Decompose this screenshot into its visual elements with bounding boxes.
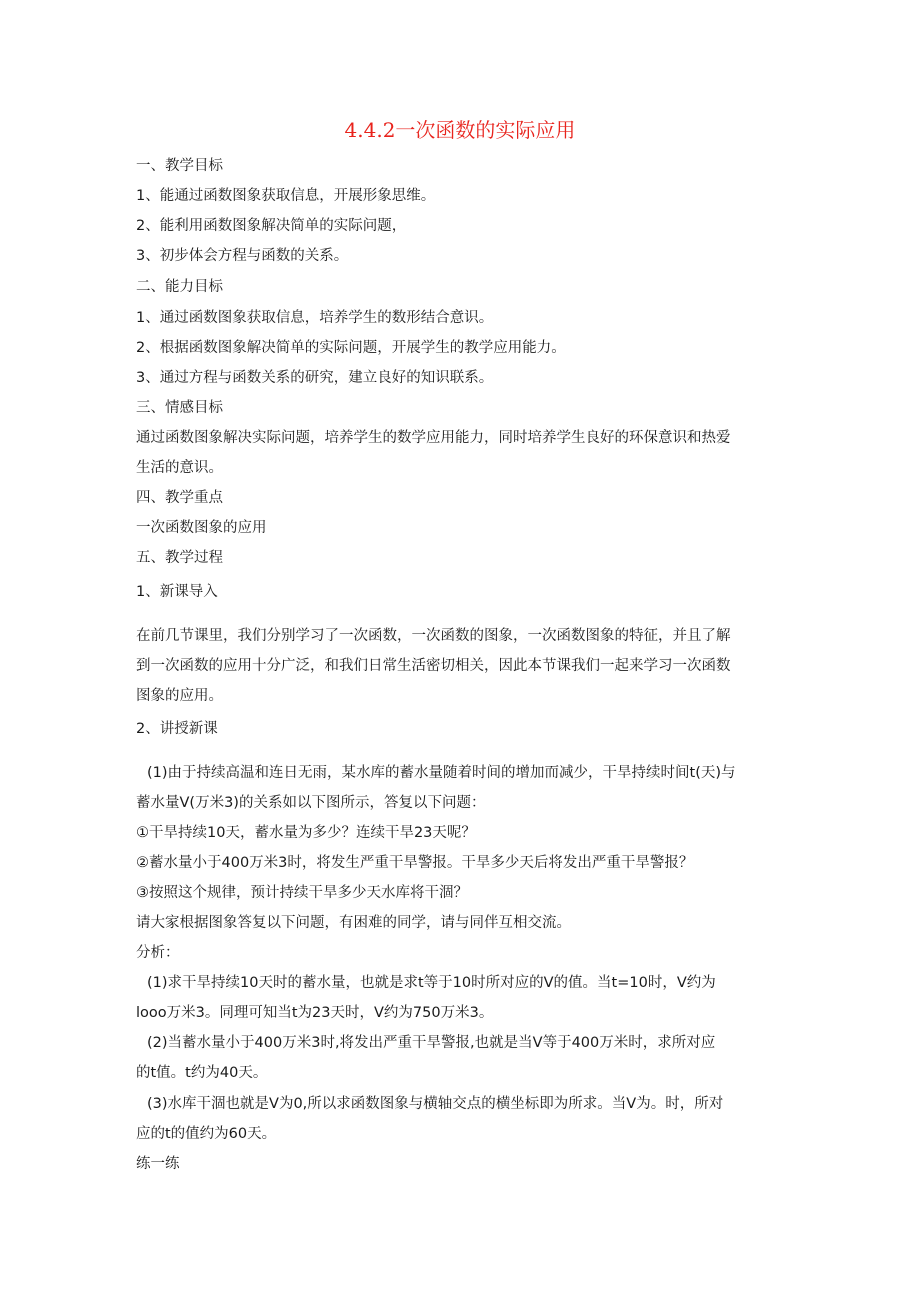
text-line: 3、初步体会方程与函数的关系。 [136,248,349,264]
section-heading-ability-goals: 二、能力目标 [136,279,223,295]
text-line: looo万米3。同理可知当t为23天时，V约为750万米3。 [136,1005,494,1021]
text-line: (3)水库干涸也就是V为0,所以求函数图象与横轴交点的横坐标即为所求。当V为。时，所对 [147,1096,724,1112]
practice-heading: 练一练 [136,1156,180,1172]
text-line: 1、通过函数图象获取信息，培养学生的数形结合意识。 [136,310,494,326]
text-line: 蓄水量V(万米3)的关系如以下图所示，答复以下问题： [136,795,486,811]
subsection-heading-new-lesson: 2、讲授新课 [136,721,218,737]
section-heading-teaching-process: 五、教学过程 [136,550,223,566]
question-item: ①干旱持续10天，蓄水量为多少？连续干旱23天呢？ [136,825,476,841]
text-line: 2、根据函数图象解决简单的实际问题，开展学生的教学应用能力。 [136,340,566,356]
text-line: 通过函数图象解决实际问题，培养学生的数学应用能力，同时培养学生良好的环保意识和热爱 [136,430,731,446]
text-line: 生活的意识。 [136,460,223,476]
text-line: (1)求干旱持续10天时的蓄水量，也就是求t等于10时所对应的V的值。当t=10时，V约为 [147,975,716,991]
text-line: 在前几节课里，我们分别学习了一次函数，一次函数的图象，一次函数图象的特征，并且了解 [136,628,731,644]
text-line: 的t值。t约为40天。 [136,1065,268,1081]
section-heading-teaching-goals: 一、教学目标 [136,158,223,174]
text-line: (1)由于持续高温和连日无雨，某水库的蓄水量随着时间的增加而减少，干旱持续时间t(天)与 [147,765,736,781]
analysis-label: 分析： [136,945,180,961]
text-line: 应的t的值约为60天。 [136,1126,277,1142]
text-line: (2)当蓄水量小于400万米3时,将发出严重干旱警报,也就是当V等于400万米时，求所对应 [147,1035,716,1051]
subsection-heading-intro: 1、新课导入 [136,584,218,600]
text-line: 到一次函数的应用十分广泛，和我们日常生活密切相关，因此本节课我们一起来学习一次函数 [136,658,731,674]
section-heading-emotion-goals: 三、情感目标 [136,400,223,416]
question-item: ②蓄水量小于400万米3时，将发生严重干旱警报。干旱多少天后将发出严重干旱警报？ [136,855,694,871]
text-line: 图象的应用。 [136,688,223,704]
text-line: 1、能通过函数图象获取信息，开展形象思维。 [136,188,436,204]
text-line: 一次函数图象的应用 [136,520,267,536]
text-line: 3、通过方程与函数关系的研究，建立良好的知识联系。 [136,370,494,386]
section-heading-key-points: 四、教学重点 [136,490,223,506]
question-item: ③按照这个规律，预计持续干旱多少天水库将干涸？ [136,885,468,901]
document-title: 4.4.2一次函数的实际应用 [344,118,576,142]
text-line: 请大家根据图象答复以下问题，有困难的同学，请与同伴互相交流。 [136,915,571,931]
text-line: 2、能利用函数图象解决简单的实际问题， [136,218,407,234]
